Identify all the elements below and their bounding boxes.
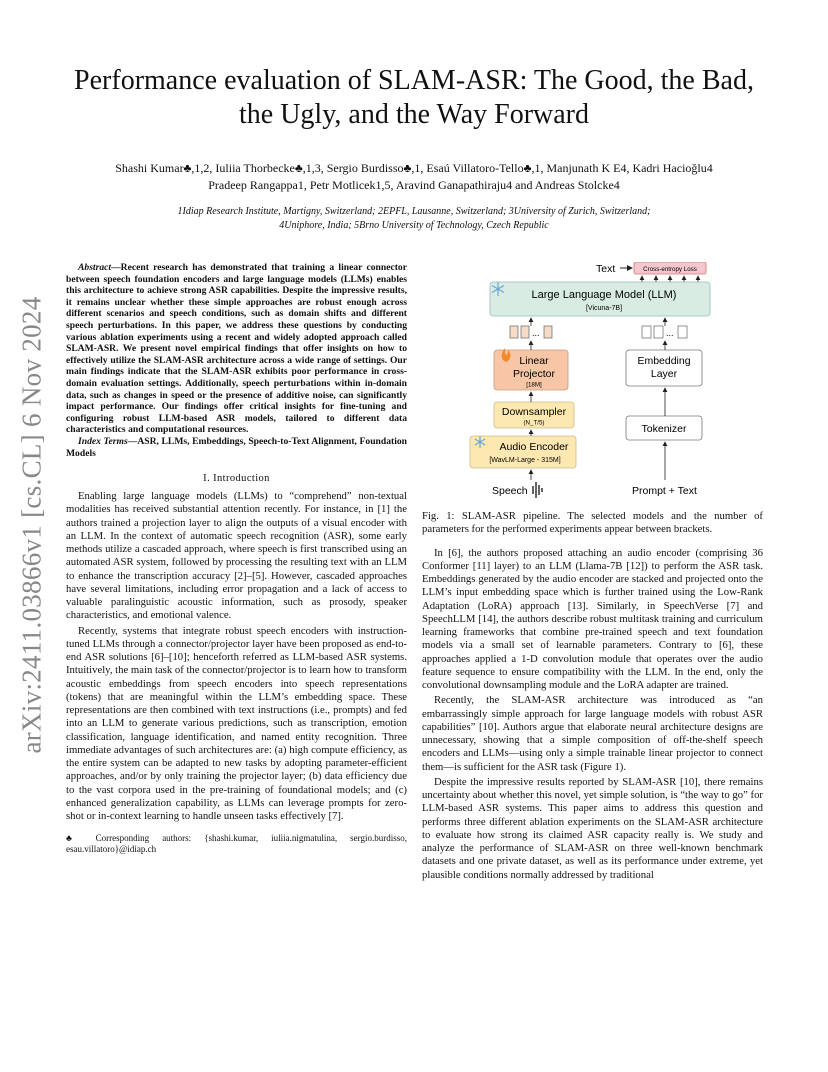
text-token-ellipsis: ... [666,328,674,338]
figure-caption: Fig. 1: SLAM-ASR pipeline. The selected models and the number of parameters for the performed experiments appear between brackets. [422,510,763,536]
speech-token-ellipsis: ... [532,328,540,338]
waveform-icon [533,482,542,498]
abstract-lead: Abstract [78,262,112,273]
audio-encoder-label: Audio Encoder [499,441,569,453]
speech-input-label: Speech [492,485,528,497]
affiliations [60,205,768,232]
prompt-input-label: Prompt + Text [632,485,697,497]
abstract [66,262,407,436]
linear-projector-params: [18M] [526,381,542,389]
left-column [66,262,407,855]
arxiv-identifier [14,290,50,760]
section-heading-introduction: I. Introduction [203,473,270,485]
author-line-1: Shashi Kumar♣,1,2, Iuliia Thorbecke♣,1,3, Sergio Burdisso♣,1, Esaú Villatoro-Tello♣,1, Manjunath K E4, Kadri Hacioğlu4 [115,161,713,175]
related-work-paragraph-3: Despite the impressive results reported by SLAM-ASR [10], there remains uncertainty about whether this novel, yet simple solution, is “the way to go” for LLM-based ASR systems. This paper aims to address this question and performs three different ablation experiments on the SLAM-ASR architecture to evaluate how strong its claimed ASR capacity really is. We study and analyze the performance of SLAM-ASR on three well-known benchmark datasets and one private dataset, as well as its performance under extreme, yet plausible conditions normally addressed by traditional [422,775,763,881]
arxiv-identifier-text: arXiv:2411.03866v1 [cs.CL] 6 Nov 2024 [16,296,47,754]
index-terms-lead: Index Terms [78,435,128,447]
abstract-text: —Recent research has demonstrated that training a linear connector between speech foundation encoders and large language models (LLMs) enables this architecture to achieve strong ASR capabilities. Despite the impressive results, it remains unclear whether these simple approaches are robust enough across different scenarios and speech conditions, such as domain shifts and different speech perturbations. In this paper, we address these questions by conducting various ablation experiments using a recent and widely adopted approach called SLAM-ASR. We present novel empirical findings that offer insights on how to effectively utilize the SLAM-ASR architecture across a wide range of settings. Our main findings indicate that the SLAM-ASR exhibits poor performance in cross-domain evaluation settings. Additionally, speech perturbations within in-domain data, such as changes in speed or the presence of additive noise, can significantly impact performance. Our findings offer critical insights for fine-tuning and configuring robust LLM-based ASR models, tailored to different data characteristics and computational resources. [66,262,407,436]
downsampler-label: Downsampler [501,406,567,418]
affiliation-line-1: 1Idiap Research Institute, Martigny, Switzerland; 2EPFL, Lausanne, Switzerland; 3University of Zurich, Switzerland; [177,206,651,217]
affiliation-line-2: 4Uniphore, India; 5Brno University of Technology, Czech Republic [279,219,549,231]
index-terms-text: —ASR, LLMs, Embeddings, Speech-to-Text Alignment, Foundation Models [66,435,407,459]
pipeline-diagram [422,262,763,510]
llm-label: Large Language Model (LLM) [531,289,677,301]
speech-token-boxes [510,326,552,338]
figure-slam-asr-pipeline [422,262,763,510]
linear-projector-label-1: Linear [519,355,549,367]
downsampler-factor: (N_T/5) [523,419,545,427]
cross-entropy-loss-label: Cross-entropy Loss [643,266,697,273]
right-column [422,262,763,884]
llm-model-name: [Vicuna-7B] [585,305,623,312]
embedding-layer-label-1: Embedding [637,355,691,367]
intro-paragraph-2: Recently, systems that integrate robust speech encoders with instruction-tuned LLMs through a connector/projector layer have been proposed as end-to-end ASR solutions [6]–[10]; henceforth referred as LLM-based ASR systems. Intuitively, the main task of the connector/projector is to learn how to transform acoustic embeddings from speech encoders into speech representations (tokens) that are meaningful within the LLM’s embedding space. These representations are then combined with text instructions (i.e., prompts) and fed into an LLM to generate various predictions, such as transcription, emotion classification, language identification, and named entity recognition. Three immediate advantages of such architectures are: (a) high compute efficiency, as the entire system can be adapted to new tasks by adopting parameter-efficient approaches, and/or by only training the projector layer; (b) data efficiency due to the vast corpora used in the pre-training of foundational models; and (c) enhanced generalization capability, as LLMs can leverage prompts for zero-shot or in-context learning to handle unseen tasks effectively [7]. [66,624,407,823]
embedding-layer-label-2: Layer [650,368,678,380]
author-list [60,160,768,194]
text-output-label: Text [596,263,616,275]
author-line-2: Pradeep Rangappa1, Petr Motlicek1,5, Aravind Ganapathiraju4 and Andreas Stolcke4 [208,178,620,192]
intro-paragraph-1: Enabling large language models (LLMs) to “comprehend” non-textual modalities has received substantial attention recently. For instance, in [1] the authors trained a projection layer to align the outputs of a visual encoder with an LLM. In the context of automatic speech recognition (ASR), some early methods utilize a cascaded approach, where speech is first transcribed using an automated ASR system, followed by processing the resulting text with an LLM to enhance the transcription accuracy [2]–[5]. However, cascaded approaches have several limitations, including error propagation and a lack of access to valuable paralinguistic acoustic information, such as prosody, speaker characteristics, and emotional valence. [66,490,407,622]
paper-title: Performance evaluation of SLAM-ASR: The Good, the Bad, the Ugly, and the Way Forward [74,65,754,130]
corresponding-author-footnote: ♣ Corresponding authors: {shashi.kumar, iuliia.nigmatulina, sergio.burdisso, esau.villatoro}@idiap.ch [66,833,407,855]
related-work-paragraph-1: In [6], the authors proposed attaching an audio encoder (comprising 36 Conformer [11] layer) to an LLM (Llama-7B [12]) to perform the ASR task. Embeddings generated by the audio encoder are stacked and projected onto the LLM’s input embedding space which is further trained using the Low-Rank Adaptation (LoRA) approach [13]. Similarly, in SpeechVerse [7] and SpeechLLM [14], the authors describe robust multitask training and curriculum learning frameworks that combine pre-trained speech and text foundation models via a small set of learnable parameters. Contrary to [6], these approaches applied a 1-D convolution module that operates over the audio feature sequence to ensure compatibility with the LLM. In the end, only the convolutional downsampling module and the LoRA adapter are trained. [422,546,763,691]
index-terms [66,436,407,459]
related-work-paragraph-2: Recently, the SLAM-ASR architecture was introduced as “an embarrassingly simple approach for large language models with robust ASR capabilities” [10]. Authors argue that elaborate neural architecture designs are unnecessary, showing that a simple composition of off-the-shelf speech encoders and LLMs—using only a simple trainable linear projector to connect them—is sufficient for the ASR task (Figure 1). [422,694,763,773]
tokenizer-label: Tokenizer [641,423,687,435]
text-token-boxes [642,326,687,338]
audio-encoder-model-name: [WavLM-Large - 315M] [489,457,561,464]
linear-projector-label-2: Projector [512,368,556,380]
